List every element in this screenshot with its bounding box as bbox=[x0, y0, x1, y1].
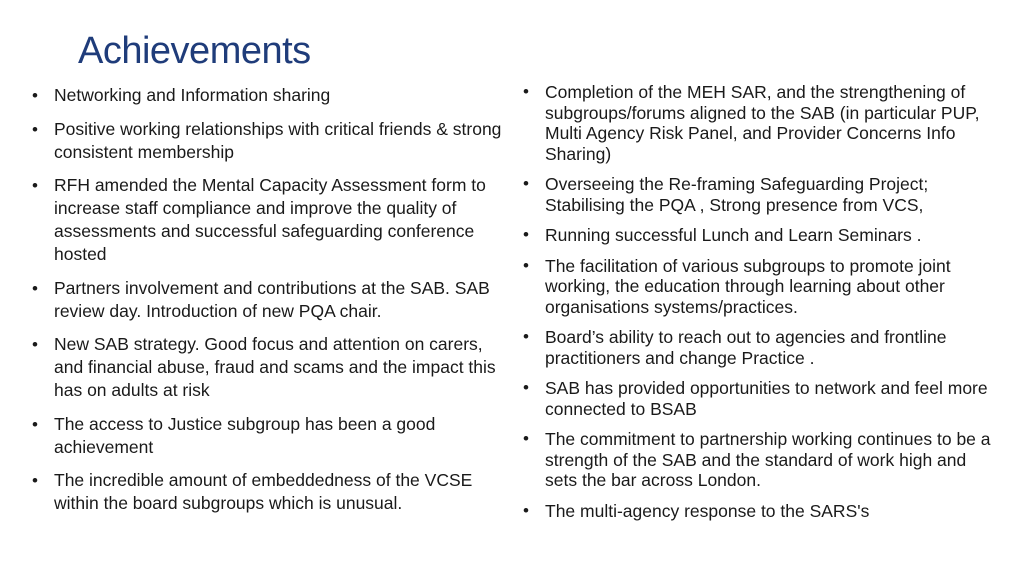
right-bullet-item bbox=[523, 429, 995, 491]
bullet-icon: • bbox=[32, 471, 38, 490]
bullet-icon: • bbox=[523, 327, 529, 346]
left-bullet-item bbox=[32, 333, 507, 402]
bullet-text: SAB has provided opportunities to network and feel more connected to BSAB bbox=[545, 378, 988, 419]
bullet-text: The facilitation of various subgroups to promote joint working, the education through learning about other organisations systems/practices. bbox=[545, 255, 951, 317]
bullet-icon: • bbox=[32, 335, 38, 354]
bullet-icon: • bbox=[523, 378, 529, 397]
right-bullet-item bbox=[523, 174, 995, 215]
right-bullet-item bbox=[523, 501, 995, 522]
right-bullet-item bbox=[523, 378, 995, 419]
bullet-icon: • bbox=[523, 82, 529, 101]
bullet-text: Overseeing the Re-framing Safeguarding Project; Stabilising the PQA , Strong presence from VCS, bbox=[545, 174, 929, 215]
left-bullet-item bbox=[32, 84, 507, 107]
left-bullet-list bbox=[32, 84, 507, 515]
right-bullet-item bbox=[523, 327, 995, 368]
bullet-icon: • bbox=[32, 119, 38, 139]
bullet-icon: • bbox=[523, 174, 529, 193]
bullet-text: Networking and Information sharing bbox=[54, 85, 331, 105]
bullet-text: The commitment to partnership working continues to be a strength of the SAB and the standard of work high and sets the bar across London. bbox=[545, 429, 991, 490]
left-bullet-item bbox=[32, 277, 507, 323]
bullet-text: The multi-agency response to the SARS's bbox=[545, 500, 870, 521]
right-bullet-item bbox=[523, 82, 995, 164]
bullet-text: The access to Justice subgroup has been a good achievement bbox=[54, 413, 436, 457]
bullet-text: Positive working relationships with critical friends & strong consistent membership bbox=[54, 118, 502, 162]
bullet-icon: • bbox=[32, 278, 38, 298]
bullet-text: Running successful Lunch and Learn Seminars . bbox=[545, 225, 922, 245]
bullet-icon: • bbox=[32, 176, 38, 195]
right-bullet-list bbox=[523, 82, 995, 521]
bullet-icon: • bbox=[523, 429, 529, 448]
bullet-icon: • bbox=[523, 225, 529, 244]
bullet-text: Completion of the MEH SAR, and the strengthening of subgroups/forums aligned to the SAB (in particular PUP, Multi Agency Risk Panel, and Provider Concerns Info Sharing) bbox=[545, 82, 980, 164]
bullet-text: Board’s ability to reach out to agencies and frontline practitioners and change Practice . bbox=[545, 327, 947, 368]
left-bullet-item bbox=[32, 469, 507, 515]
left-bullet-item bbox=[32, 174, 507, 266]
left-bullet-item bbox=[32, 413, 507, 459]
bullet-icon: • bbox=[523, 500, 529, 520]
bullet-text: The incredible amount of embeddedness of the VCSE within the board subgroups which is unusual. bbox=[54, 470, 473, 513]
bullet-text: RFH amended the Mental Capacity Assessment form to increase staff compliance and improve the quality of assessments and successful safeguarding conference hosted bbox=[54, 175, 486, 264]
right-bullet-item bbox=[523, 225, 995, 246]
bullet-icon: • bbox=[523, 255, 529, 275]
left-bullet-item bbox=[32, 118, 507, 164]
bullet-icon: • bbox=[32, 86, 38, 105]
bullet-text: New SAB strategy. Good focus and attention on carers, and financial abuse, fraud and scams and the impact this has on adults at risk bbox=[54, 334, 496, 400]
slide-title: Achievements bbox=[78, 30, 311, 72]
right-bullet-item bbox=[523, 256, 995, 318]
bullet-icon: • bbox=[32, 414, 38, 434]
bullet-text: Partners involvement and contributions at the SAB. SAB review day. Introduction of new PQA chair. bbox=[54, 277, 490, 321]
